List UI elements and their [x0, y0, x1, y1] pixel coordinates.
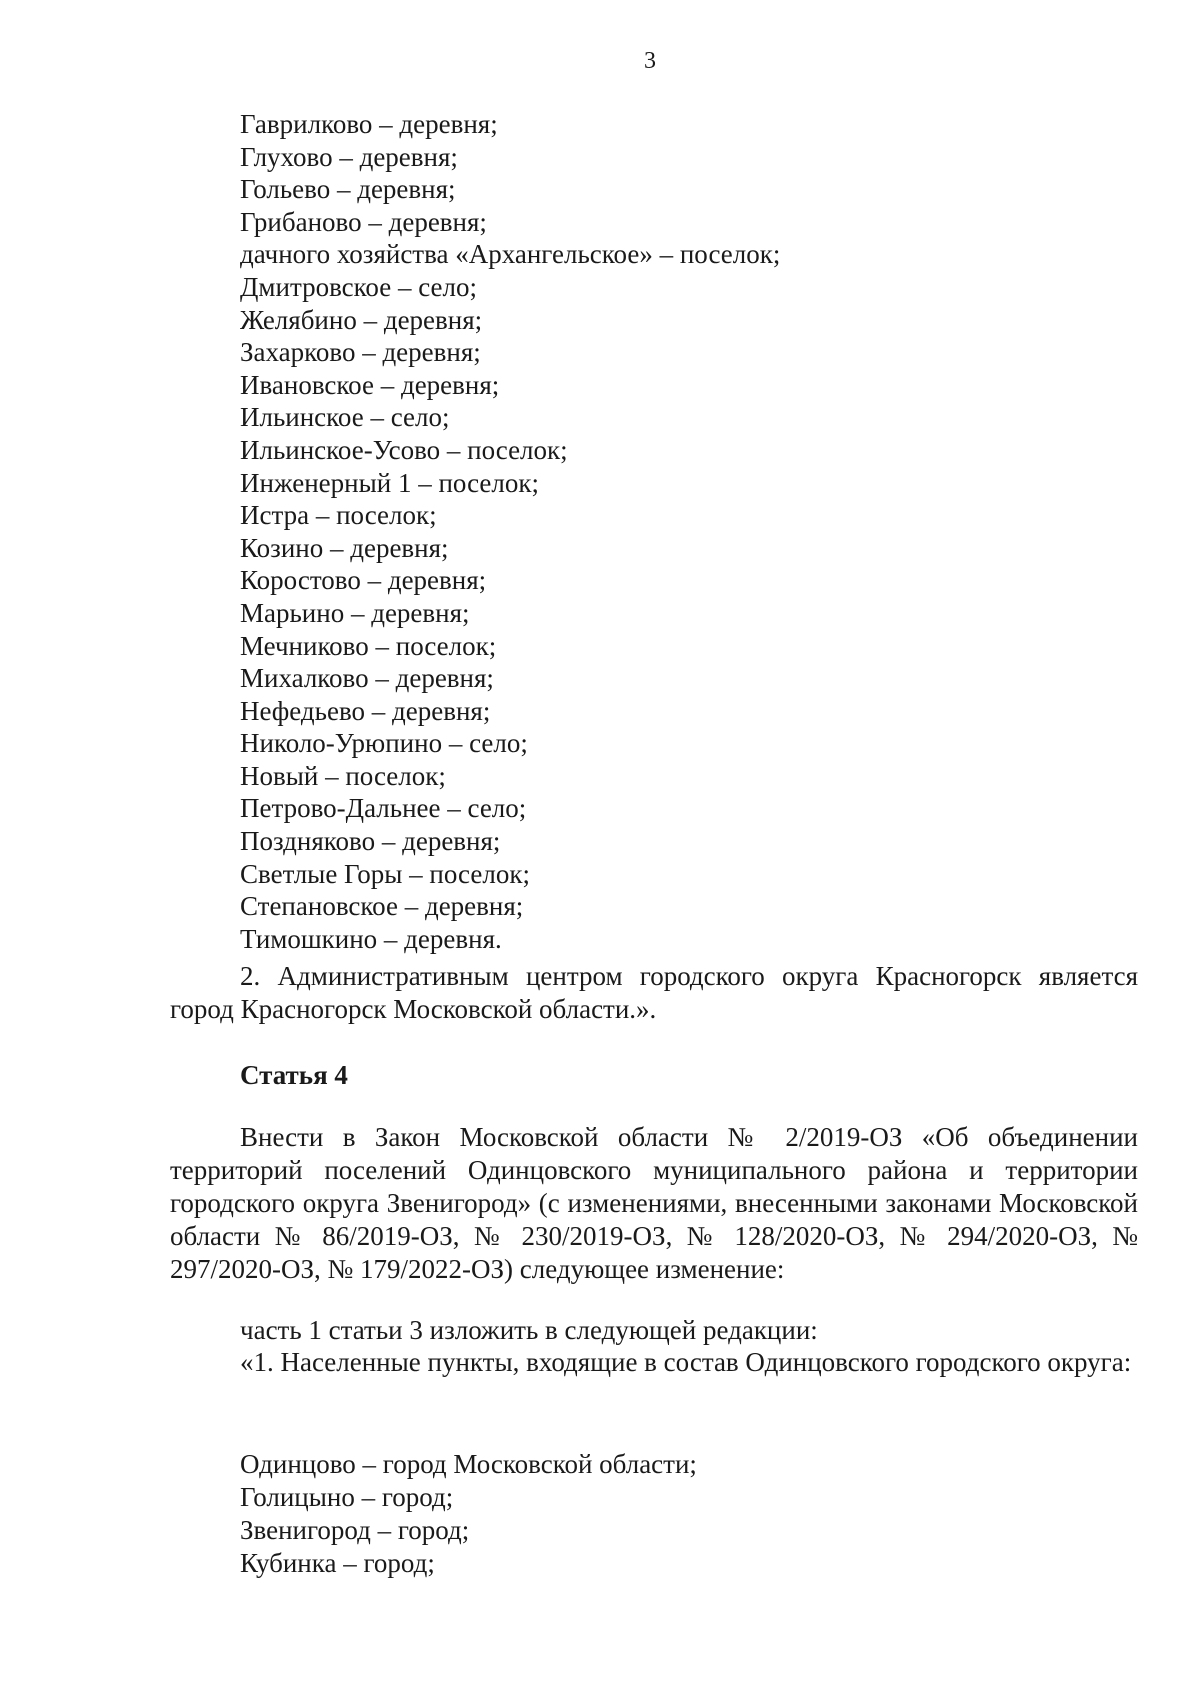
- list-item: Грибаново – деревня;: [240, 206, 487, 237]
- list-item: Марьино – деревня;: [240, 597, 470, 628]
- list-item: Ивановское – деревня;: [240, 369, 500, 400]
- list-item: Инженерный 1 – поселок;: [240, 467, 539, 498]
- amendment-text: «1. Населенные пункты, входящие в состав Одинцовского городского округа:: [240, 1347, 1132, 1377]
- odintsovo-list: [170, 1448, 1138, 1580]
- list-item: Михалково – деревня;: [240, 663, 494, 694]
- list-item: Захарково – деревня;: [240, 337, 481, 368]
- list-item: Нефедьево – деревня;: [240, 695, 491, 726]
- list-item: Светлые Горы – поселок;: [240, 858, 530, 889]
- list-item: дачного хозяйства «Архангельское» – поселок;: [240, 239, 781, 270]
- list-item: Ильинское – село;: [240, 402, 450, 433]
- list-item: Глухово – деревня;: [240, 141, 458, 172]
- list-item: Петрово-Дальнее – село;: [240, 793, 527, 824]
- amendment-intro-text: часть 1 статьи 3 изложить в следующей редакции:: [240, 1315, 818, 1345]
- list-item: Тимошкино – деревня.: [240, 923, 502, 954]
- list-item: Дмитровское – село;: [240, 271, 477, 302]
- amendment-intro: [170, 1314, 1138, 1347]
- page-number: 3: [644, 48, 656, 74]
- admin-center-paragraph: 2. Административным центром городского округа Красногорск является город Красногорск Московской области.».: [170, 961, 1138, 1024]
- list-item: Гольево – деревня;: [240, 174, 456, 205]
- list-item: Желябино – деревня;: [240, 304, 483, 335]
- list-item: Мечниково – поселок;: [240, 630, 497, 661]
- list-item: Голицыно – город;: [240, 1482, 454, 1512]
- article-heading: Статья 4: [240, 1060, 348, 1090]
- list-item: Коростово – деревня;: [240, 565, 487, 596]
- list-item: Одинцово – город Московской области;: [240, 1449, 697, 1479]
- list-item: Козино – деревня;: [240, 532, 449, 563]
- list-item: Ильинское-Усово – поселок;: [240, 434, 568, 465]
- list-item: Кубинка – город;: [240, 1548, 435, 1578]
- list-item: Степановское – деревня;: [240, 891, 524, 922]
- list-item: Гаврилково – деревня;: [240, 109, 498, 139]
- settlements-list: [170, 108, 1138, 955]
- list-item: Истра – поселок;: [240, 500, 437, 531]
- list-item: Новый – поселок;: [240, 760, 446, 791]
- list-item: Звенигород – город;: [240, 1515, 470, 1545]
- article-body: Внести в Закон Московской области № 2/2019-ОЗ «Об объединении территорий поселений Одинцовского муниципального района и территории городского округа Звенигород» (с изменениями, внесенными законами Московской области № 86/2019-ОЗ, № 230/2019-ОЗ, № 128/2020-ОЗ, № 294/2020-ОЗ, № 297/2020-ОЗ, № 179/2022-ОЗ) следующее изменение:: [170, 1122, 1138, 1284]
- list-item: Поздняково – деревня;: [240, 826, 501, 857]
- list-item: Николо-Урюпино – село;: [240, 728, 528, 759]
